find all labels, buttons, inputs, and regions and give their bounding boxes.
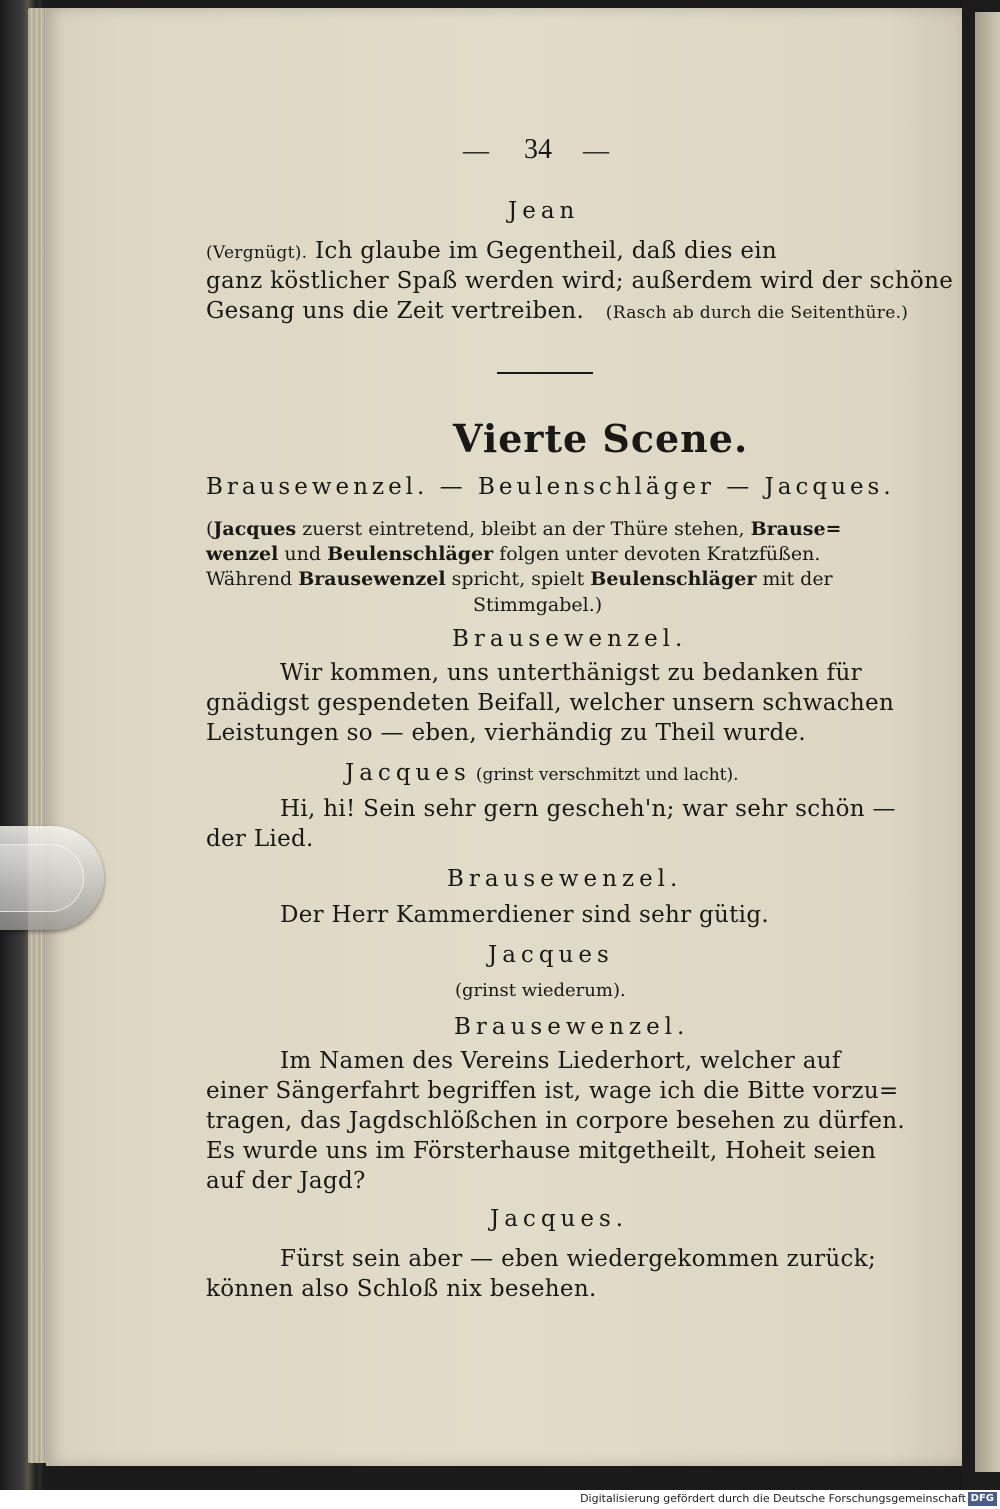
speech-line: Leistungen so — eben, vierhändig zu Theil wurde. <box>206 720 807 746</box>
direction-text: spricht, spielt <box>445 568 591 590</box>
section-divider <box>497 372 593 374</box>
scene-title: Vierte Scene. <box>453 416 749 461</box>
direction-text: folgen unter devoten Kratzfüßen. <box>493 543 821 565</box>
scene-direction-line <box>206 518 886 540</box>
direction-text: und <box>278 543 328 565</box>
direction-text: Während <box>206 568 299 590</box>
speech-line <box>206 238 886 264</box>
speech-line: Hi, hi! Sein sehr gern gescheh'n; war sehr schön — <box>280 796 896 822</box>
speaker-jean: Jean <box>508 198 580 224</box>
name-brausewenzel: Brause= <box>750 518 842 540</box>
scene-direction-line: Stimmgabel.) <box>473 594 603 616</box>
stage-direction: (Rasch ab durch die Seitenthüre.) <box>605 303 909 323</box>
name-brausewenzel: Brausewenzel <box>298 568 446 590</box>
name-beulenschlaeger: Beulenschläger <box>327 543 494 565</box>
speech-line: einer Sängerfahrt begriffen ist, wage ich die Bitte vorzu= <box>206 1078 899 1104</box>
speech-line: können also Schloß nix besehen. <box>206 1276 597 1302</box>
speaker-brausewenzel: Brausewenzel. <box>447 866 683 892</box>
page-number-dash-left: — <box>463 136 489 165</box>
stage-direction: (grinst wiederum). <box>455 980 626 1001</box>
dfg-logo: DFG <box>968 1492 997 1506</box>
speech-line: Es wurde uns im Försterhause mitgetheilt, Hoheit seien <box>206 1138 877 1164</box>
speech-line: gnädigst gespendeten Beifall, welcher unsern schwachen <box>206 690 895 716</box>
name-beulenschlaeger: Beulenschläger <box>590 568 757 590</box>
speaker-jacques: Jacques <box>345 760 471 786</box>
speech-line: auf der Jagd? <box>206 1168 366 1194</box>
direction-text: zuerst eintretend, bleibt an der Thüre stehen, <box>296 518 751 540</box>
speaker-jacques: Jacques. <box>490 1206 629 1232</box>
speaker-brausewenzel: Brausewenzel. <box>454 1014 690 1040</box>
speech-line <box>206 298 909 324</box>
speech-line: Wir kommen, uns unterthänigst zu bedanken für <box>280 660 862 686</box>
speech-line: der Lied. <box>206 826 314 852</box>
speech-text: Ich glaube im Gegentheil, daß dies ein <box>315 238 778 264</box>
next-page-edge <box>975 12 1000 1472</box>
speech-line: tragen, das Jagdschlößchen in corpore besehen zu dürfen. <box>206 1108 905 1134</box>
stage-direction: (Vergnügt). <box>206 243 308 263</box>
page-number: 34 <box>524 134 552 165</box>
name-jacques: Jacques <box>213 518 297 540</box>
name-brausewenzel: wenzel <box>206 543 279 565</box>
speech-line: Im Namen des Vereins Liederhort, welcher auf <box>280 1048 841 1074</box>
scene-direction-line <box>206 543 886 565</box>
scene-direction-line <box>206 568 886 590</box>
speaker-line <box>345 760 739 786</box>
speech-text: Gesang uns die Zeit vertreiben. <box>206 298 585 324</box>
speaker-brausewenzel: Brausewenzel. <box>452 626 688 652</box>
stage-direction: (grinst verschmitzt und lacht). <box>475 765 739 785</box>
direction-text: mit der <box>756 568 833 590</box>
page-clip <box>0 826 104 930</box>
page-number-dash-right: — <box>583 136 609 165</box>
digitization-credit: Digitalisierung gefördert durch die Deutsche Forschungsgemeinschaft <box>580 1492 966 1505</box>
character-list: Brausewenzel. — Beulenschläger — Jacques. <box>206 474 895 500</box>
speech-line: Fürst sein aber — eben wiedergekommen zurück; <box>280 1246 877 1272</box>
clip-highlight <box>0 844 84 912</box>
speech-line: Der Herr Kammerdiener sind sehr gütig. <box>280 902 769 928</box>
speaker-jacques: Jacques <box>488 942 614 968</box>
speech-line: ganz köstlicher Spaß werden wird; außerdem wird der schöne <box>206 268 954 294</box>
paren: ( <box>206 518 214 540</box>
